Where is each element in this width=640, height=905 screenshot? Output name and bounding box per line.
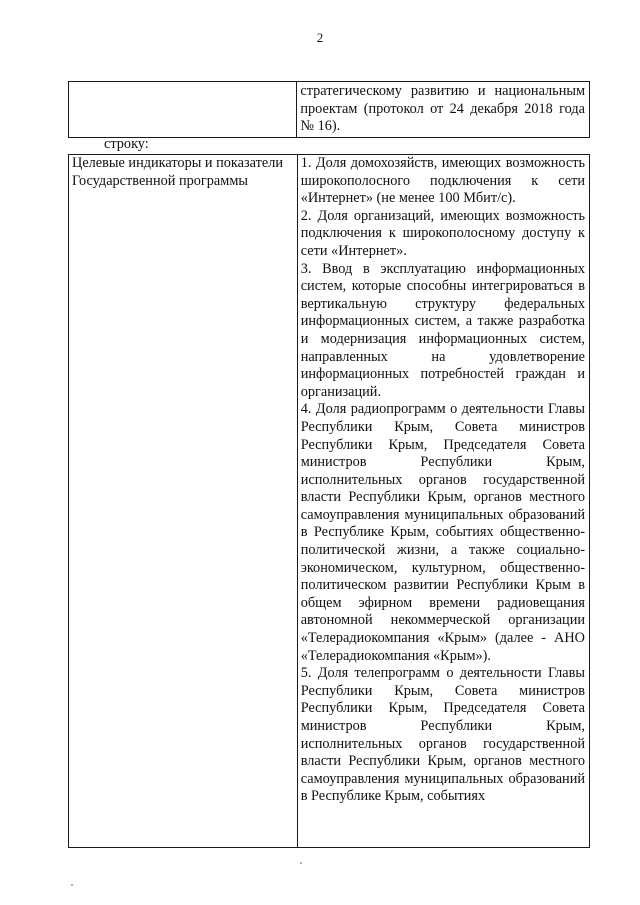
indicator-item-5: 5. Доля телепрограмм о деятельности Главы Республики Крым, Совета министров Республики Крым, Председателя Совета министров Республики Крым, исполнительных органов государственной власти Республики Крым, органов местного самоуправления муниципальных образований в Республике Крым, событиях [300,665,585,805]
previous-row [69,82,590,138]
indicators-list-cell [297,155,589,848]
indicator-item-1: 1. Доля домохозяйств, имеющих возможность широкополосного подключения к сети «Интернет» (не менее 100 Мбит/с). [300,155,585,207]
indicator-item-3: 3. Ввод в эксплуатацию информационных систем, которые способны интегрироваться в вертикальную структуру федеральных информационных систем, а также разработка и модернизация информационных систем, направленных на удовлетворение информационных потребностей граждан и организаций. [300,260,585,400]
previous-row-right-cell: стратегическому развитию и национальным проектам (протокол от 24 декабря 2018 года № 16). [297,82,590,138]
row-label: строку: [104,136,149,152]
indicators-label: Целевые индикаторы и показатели Государственной программы [72,155,283,189]
scan-speck [300,862,302,864]
scan-speck [71,884,73,886]
indicators-row [69,155,590,848]
page-number: 2 [316,30,324,45]
indicator-item-4: 4. Доля радиопрограмм о деятельности Главы Республики Крым, Совета министров Республики Крым, Председателя Совета министров Республики Крым, исполнительных органов государственной власти Республики Крым, органов местного самоуправления муниципальных образований в Республике Крым, событиях общественно-политической жизни, а также социально-экономическом, культурном, общественно-политическом развитии Республики Крым в общем эфирном времени радиовещания автономной некоммерческой организации «Телерадиокомпания «Крым» (далее - АНО «Телерадиокомпания «Крым»). [300,401,585,664]
indicators-label-cell [69,155,298,848]
previous-row-left-cell [69,82,297,138]
indicator-item-2: 2. Доля организаций, имеющих возможность подключения к широкополосному доступу к сети «Интернет». [300,207,585,259]
indicators-table [68,154,590,848]
previous-row-table [68,81,590,138]
